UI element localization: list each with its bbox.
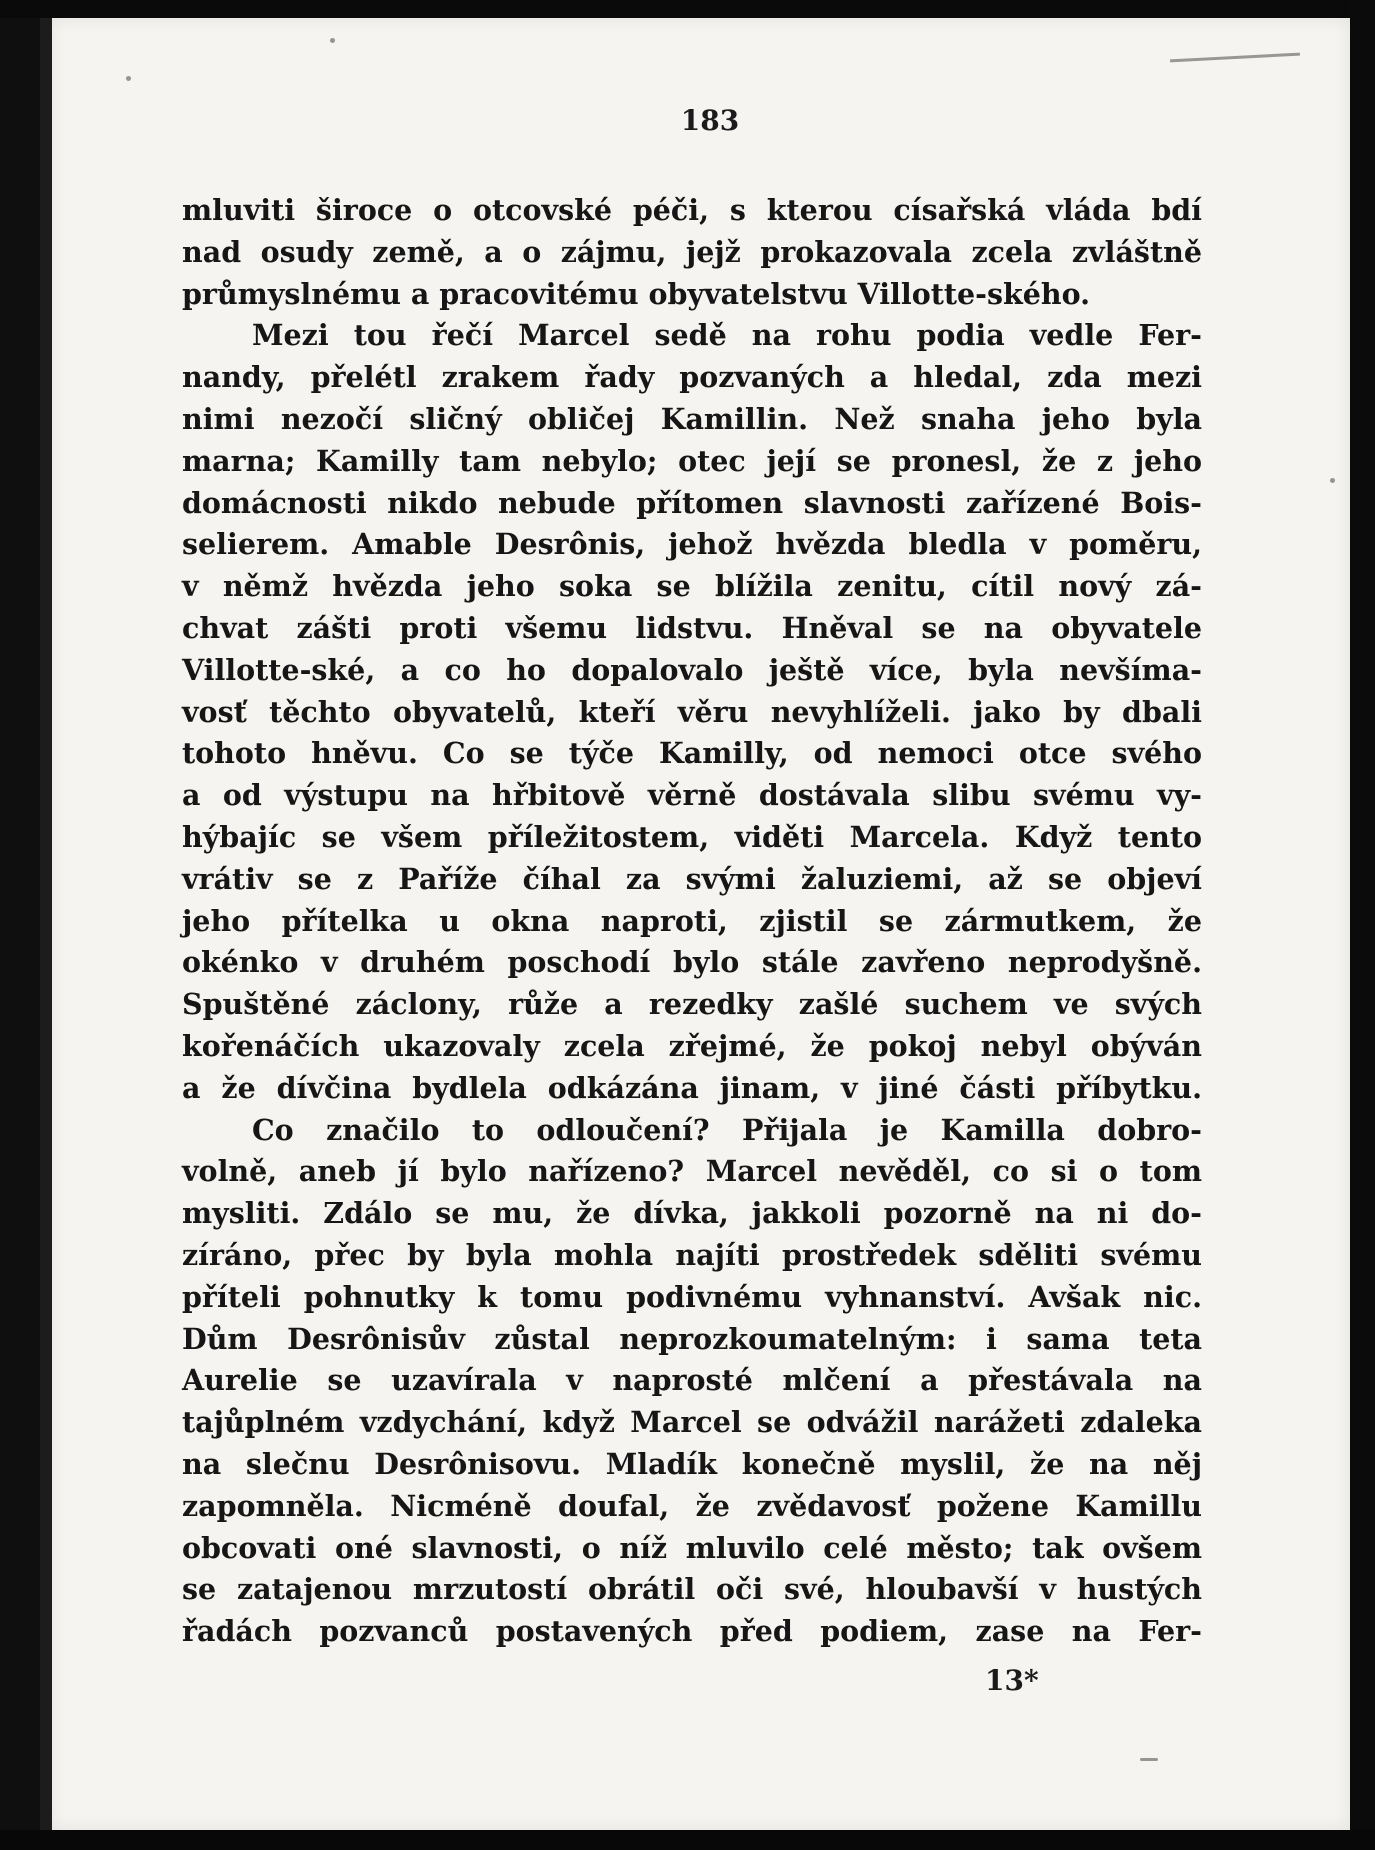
text-line: zíráno, přec by byla mohla najíti prostředek sděliti svému — [182, 1237, 1202, 1272]
scan-bottom-edge — [0, 1830, 1375, 1850]
text-line: okénko v druhém poschodí bylo stále zavřeno neprodyšně. — [182, 945, 1202, 980]
text-line: Mezi tou řečí Marcel sedě na rohu podia vedle Fer- — [252, 318, 1202, 353]
text-line: kořenáčích ukazovaly zcela zřejmé, že pokoj nebyl obýván — [182, 1028, 1202, 1063]
text-line: zapomněla. Nicméně doufal, že zvědavosť požene Kamillu — [182, 1488, 1202, 1523]
text-line: průmyslnému a pracovitému obyvatelstvu Villotte-ského. — [182, 276, 1091, 311]
signature-mark: 13* — [985, 1664, 1039, 1697]
page-number: 183 — [680, 104, 740, 137]
scan-right-edge — [1350, 0, 1375, 1850]
text-line: domácnosti nikdo nebude přítomen slavnosti zařízené Bois- — [182, 485, 1202, 520]
book-page — [50, 18, 1350, 1830]
text-line: v němž hvězda jeho soka se blížila zenitu, cítil nový zá- — [182, 569, 1202, 604]
text-line: vrátiv se z Paříže číhal za svými žaluziemi, až se objeví — [182, 861, 1202, 896]
text-line: se zatajenou mrzutostí obrátil oči své, hloubavší v hustých — [182, 1572, 1202, 1607]
paper-speck — [330, 38, 335, 43]
text-line: tohoto hněvu. Co se týče Kamilly, od nemoci otce svého — [182, 736, 1202, 771]
text-line: řadách pozvanců postavených před podiem, zase na Fer- — [182, 1614, 1202, 1649]
paper-speck — [1330, 478, 1335, 483]
text-line: marna; Kamilly tam nebylo; otec její se pronesl, že z jeho — [182, 443, 1202, 478]
text-line: hýbajíc se všem příležitostem, viděti Marcela. Když tento — [182, 819, 1202, 854]
text-line: Villotte-ské, a co ho dopalovalo ještě více, byla nevšíma- — [182, 652, 1202, 687]
text-line: Dům Desrônisův zůstal neprozkoumatelným: i sama teta — [182, 1321, 1202, 1356]
text-line: a od výstupu na hřbitově věrně dostávala slibu svému vy- — [182, 778, 1202, 813]
text-line: vosť těchto obyvatelů, kteří věru nevyhlíželi. jako by dbali — [182, 694, 1202, 729]
text-line: chvat zášti proti všemu lidstvu. Hněval se na obyvatele — [182, 610, 1202, 645]
text-line: nimi nezočí sličný obličej Kamillin. Než snaha jeho byla — [182, 401, 1202, 436]
paper-speck — [126, 76, 131, 81]
text-line: Aurelie se uzavírala v naprosté mlčení a přestávala na — [182, 1363, 1202, 1398]
text-line: mluviti široce o otcovské péči, s kterou císařská vláda bdí — [182, 193, 1202, 227]
paper-speck — [1140, 1758, 1158, 1761]
text-line: na slečnu Desrônisovu. Mladík konečně myslil, že na něj — [182, 1446, 1202, 1481]
scan-mark — [1170, 53, 1300, 63]
text-line: Spuštěné záclony, růže a rezedky zašlé suchem ve svých — [182, 987, 1202, 1022]
text-line: tajůplném vzdychání, když Marcel se odvážil narážeti zdaleka — [182, 1405, 1202, 1440]
text-line: volně, aneb jí bylo nařízeno? Marcel nevěděl, co si o tom — [182, 1154, 1202, 1189]
text-line: mysliti. Zdálo se mu, že dívka, jakkoli pozorně na ni do- — [182, 1196, 1202, 1231]
text-line: nandy, přelétl zrakem řady pozvaných a hledal, zda mezi — [182, 360, 1202, 395]
text-line: obcovati oné slavnosti, o níž mluvilo celé město; tak ovšem — [182, 1530, 1202, 1565]
text-line: jeho přítelka u okna naproti, zjistil se zármutkem, že — [182, 903, 1202, 938]
text-line: selierem. Amable Desrônis, jehož hvězda bledla v poměru, — [182, 527, 1202, 562]
text-line: nad osudy země, a o zájmu, jejž prokazovala zcela zvláštně — [182, 234, 1202, 269]
text-line: příteli pohnutky k tomu podivnému vyhnanství. Avšak nic. — [182, 1279, 1202, 1314]
text-line: a že dívčina bydlela odkázána jinam, v jiné části příbytku. — [182, 1070, 1202, 1105]
scan-top-edge — [0, 0, 1375, 18]
page-body-text — [182, 190, 1202, 1653]
scan-left-edge — [40, 18, 52, 1830]
text-line: Co značilo to odloučení? Přijala je Kamilla dobro- — [252, 1112, 1202, 1147]
